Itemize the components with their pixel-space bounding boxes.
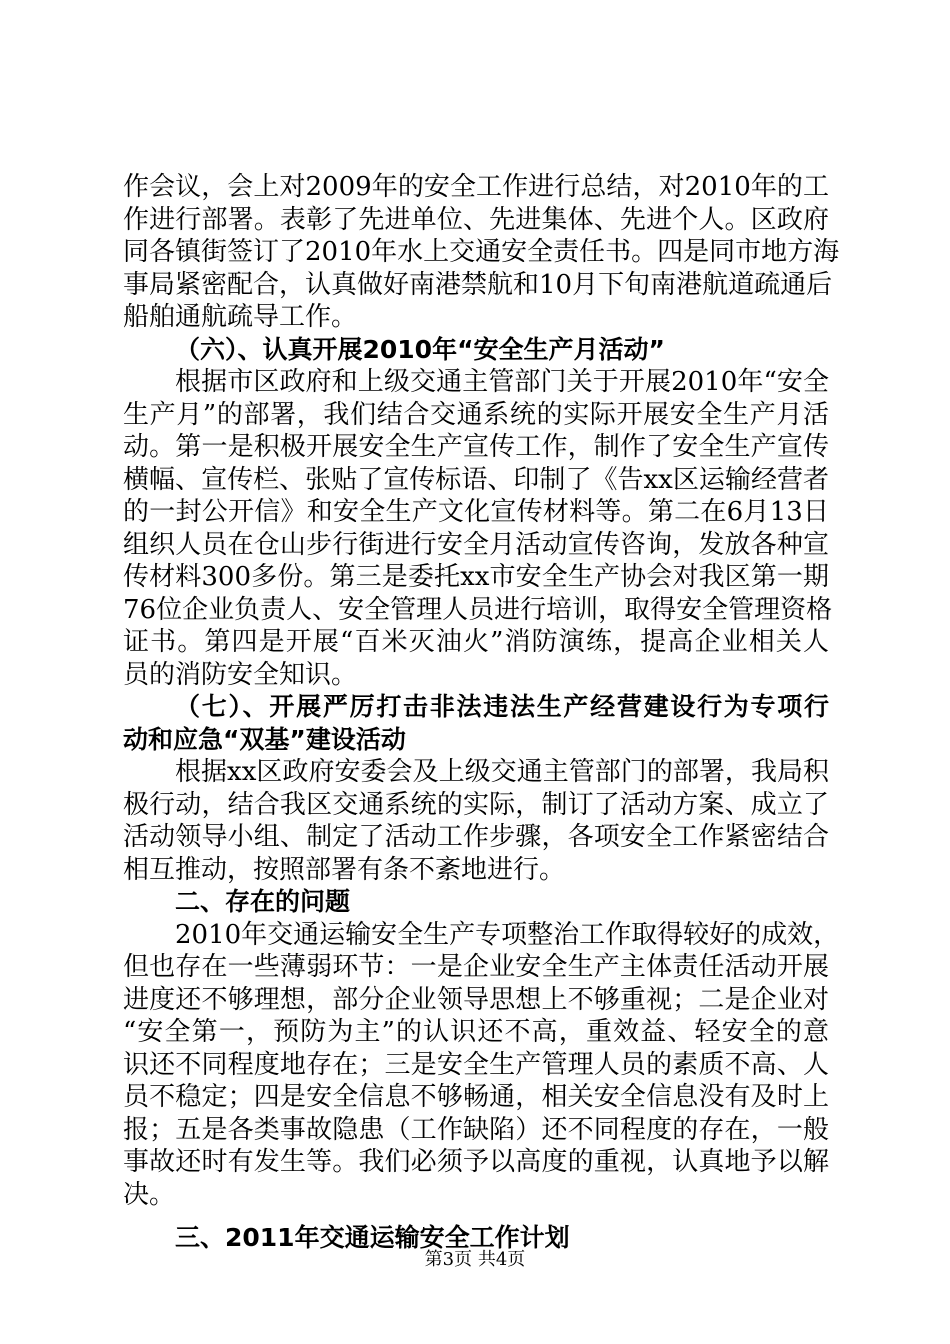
document-page [123, 171, 840, 1255]
body-text-line: 组织人员在仓山步行街进行安全月活动宣传咨询，发放各种宣 [123, 529, 829, 560]
body-text-line: 横幅、宣传栏、张贴了宣传标语、印制了《告xx区运输经营者 [123, 464, 829, 495]
section-heading: 三、2011年交通运输安全工作计划 [175, 1223, 570, 1252]
body-text-line: 极行动，结合我区交通系统的实际，制订了活动方案、成立了 [123, 789, 829, 820]
body-text-line: 根据xx区政府安委会及上级交通主管部门的部署，我局积 [175, 757, 829, 787]
body-text-line: 报；五是各类事故隐患（工作缺陷）还不同程度的存在，一般 [123, 1114, 829, 1145]
page-footer: 第3页 共4页 [424, 1249, 526, 1270]
section-heading: 二、存在的问题 [175, 887, 351, 916]
body-text-line: 动。第一是积极开展安全生产宣传工作，制作了安全生产宣传 [123, 432, 829, 462]
body-text-line: 决。 [123, 1179, 176, 1210]
body-text-line: 船舶通航疏导工作。 [123, 302, 358, 332]
body-text-line: 员不稳定；四是安全信息不够畅通，相关安全信息没有及时上 [123, 1082, 829, 1112]
section-heading: （六）、认真开展2010年“安全生产月活动” [175, 334, 665, 364]
body-text-line: 事故还时有发生等。我们必须予以高度的重视，认真地予以解 [123, 1147, 829, 1177]
body-text-line: 根据市区政府和上级交通主管部门关于开展2010年“安全 [175, 367, 829, 397]
body-text-line: 作会议，会上对2009年的安全工作进行总结，对2010年的工 [123, 172, 829, 202]
body-text-line: 相互推动，按照部署有条不紊地进行。 [123, 854, 566, 885]
body-text-line: 进度还不够理想，部分企业领导思想上不够重视；二是企业对 [123, 984, 829, 1015]
section-heading-line: （七）、开展严厉打击非法违法生产经营建设行为专项行 [175, 692, 829, 721]
body-text-line: 识还不同程度地存在；三是安全生产管理人员的素质不高、人 [123, 1049, 829, 1080]
body-text-line: 生产月”的部署，我们结合交通系统的实际开展安全生产月活 [123, 399, 829, 430]
body-text-line: 传材料300多份。第三是委托xx市安全生产协会对我区第一期 [123, 562, 829, 592]
body-text-line: 同各镇街签订了2010年水上交通安全责任书。四是同市地方海 [123, 237, 840, 267]
body-text-line: 的一封公开信》和安全生产文化宣传材料等。第二在6月13日 [123, 497, 829, 527]
section-heading-line: 动和应急“双基”建设活动 [123, 724, 406, 754]
body-text-line: 2010年交通运输安全生产专项整治工作取得较好的成效， [175, 919, 840, 950]
body-text-line: “安全第一，预防为主”的认识还不高，重效益、轻安全的意 [123, 1017, 829, 1047]
body-text-line: 员的消防安全知识。 [123, 659, 358, 690]
body-text-line: 但也存在一些薄弱环节：一是企业安全生产主体责任活动开展 [123, 952, 829, 982]
body-text-line: 作进行部署。表彰了先进单位、先进集体、先进个人。区政府 [123, 204, 829, 235]
body-text-line: 活动领导小组、制定了活动工作步骤，各项安全工作紧密结合 [123, 822, 829, 852]
body-text-line: 76位企业负责人、安全管理人员进行培训，取得安全管理资格 [123, 594, 833, 625]
body-text-line: 事局紧密配合，认真做好南港禁航和10月下旬南港航道疏通后 [123, 269, 833, 300]
body-text-line: 证书。第四是开展“百米灭油火”消防演练，提高企业相关人 [123, 627, 829, 657]
